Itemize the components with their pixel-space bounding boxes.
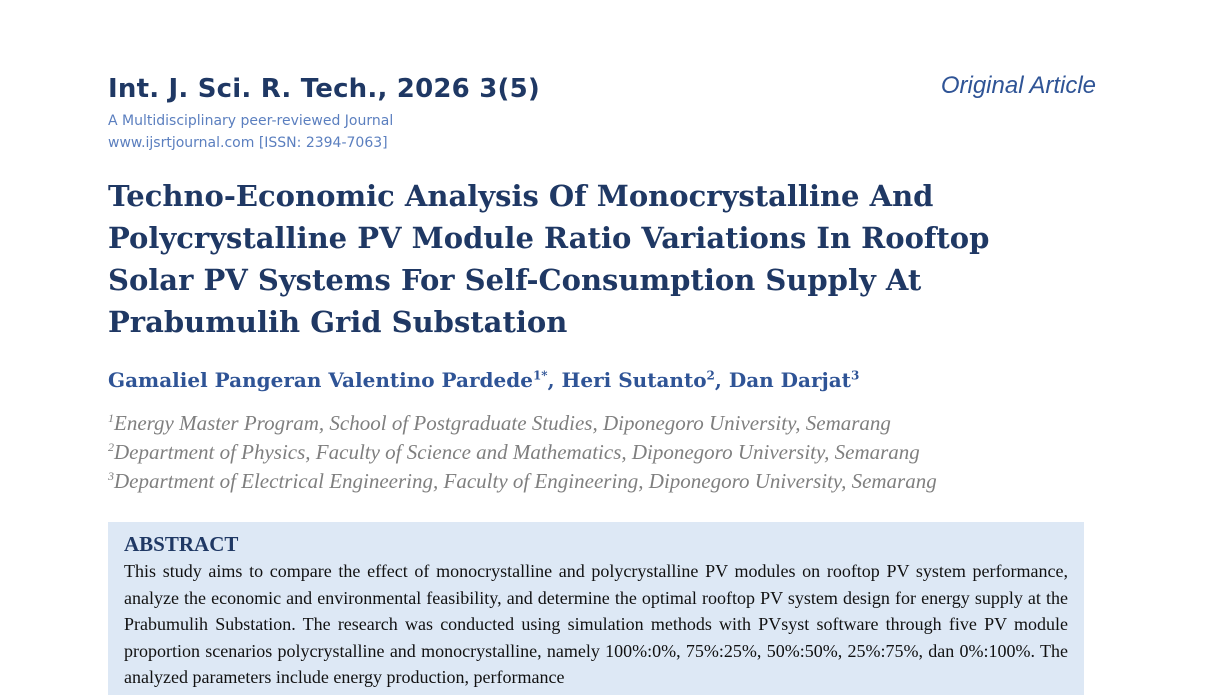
author-affiliation-mark: 1* <box>532 368 548 383</box>
paper-title: Techno-Economic Analysis Of Monocrystalline And Polycrystalline PV Module Ratio Variations In Rooftop Solar PV Systems For Self-Consumption Supply At Prabumulih Grid Substation <box>108 179 990 339</box>
affiliation-mark: 1 <box>108 411 114 425</box>
author-name: Gamaliel Pangeran Valentino Pardede <box>108 368 533 392</box>
author-list <box>108 368 859 392</box>
author-name: Heri Sutanto <box>561 368 707 392</box>
journal-title: Int. J. Sci. R. Tech., 2026 3(5) <box>108 74 540 104</box>
affiliation-text: Department of Electrical Engineering, Faculty of Engineering, Diponegoro University, Semarang <box>114 469 937 493</box>
abstract-heading: ABSTRACT <box>124 532 239 556</box>
affiliation-mark: 3 <box>108 469 114 483</box>
affiliation <box>108 411 891 436</box>
affiliation-mark: 2 <box>108 440 114 454</box>
abstract-text: This study aims to compare the effect of monocrystalline and polycrystalline PV modules on rooftop PV system performance, analyze the economic and environmental feasibility, and determine the optimal rooftop PV system design for energy supply at the Prabumulih Substation. The research was conducted using simulation methods with PVsyst software through five PV module proportion scenarios polycrystalline and monocrystalline, namely 100%:0%, 75%:25%, 50%:50%, 25%:75%, dan 0%:100%. The analyzed parameters include energy production, performance <box>124 561 1068 687</box>
author-name: Dan Darjat <box>728 368 851 392</box>
affiliation <box>108 469 937 494</box>
abstract-box <box>108 522 1084 695</box>
author-separator: , <box>547 368 562 392</box>
affiliation <box>108 440 920 465</box>
article-type-label: Original Article <box>940 72 1096 99</box>
author-separator: , <box>714 368 729 392</box>
journal-subtitle: A Multidisciplinary peer-reviewed Journal <box>108 113 394 129</box>
affiliation-text: Department of Physics, Faculty of Science and Mathematics, Diponegoro University, Semarang <box>114 440 920 464</box>
author-affiliation-mark: 3 <box>850 368 860 383</box>
author-affiliation-mark: 2 <box>706 368 715 383</box>
affiliation-text: Energy Master Program, School of Postgraduate Studies, Diponegoro University, Semarang <box>114 411 891 435</box>
journal-website: www.ijsrtjournal.com [ISSN: 2394-7063] <box>108 135 388 151</box>
